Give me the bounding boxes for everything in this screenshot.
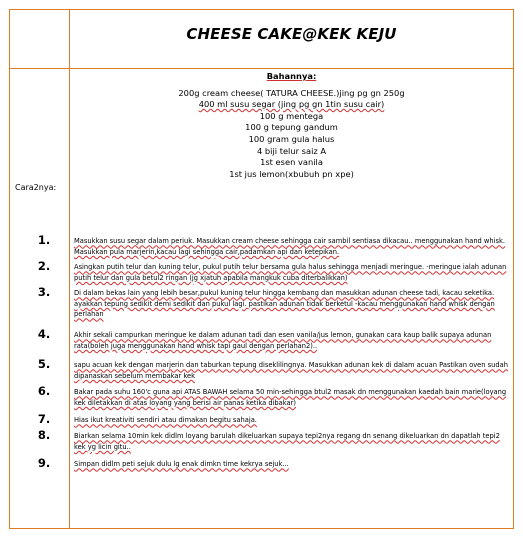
step-text: Hias ikut kreativiti sendiri atau dimakan begitu sahaja. [74,416,257,425]
step-2 [37,259,513,283]
ingredient-item: 100 gram gula halus [248,133,335,144]
ingredients-block [70,69,513,180]
step-number: 1. [37,233,51,248]
step-8 [37,428,513,452]
ingredients-heading: Bahannya: [266,71,317,81]
step-9 [37,456,513,471]
step-number: 3. [37,285,51,300]
step-number: 4. [37,327,51,342]
step-4 [37,327,513,351]
step-number: 9. [37,456,51,471]
step-number: 8. [37,428,51,443]
step-text: Bakar pada suhu 160'c guna api ATAS BAWAH selama 50 min-sehingga btul2 masak dn menggunakan kaedah bain marie(loyang kek diletakkan di atas loyang yang berisi air panas ketika dibakar) [74,388,507,407]
ingredient-item: 1st jus lemon(xbubuh pn xpe) [229,168,354,179]
step-number: 2. [37,259,51,274]
ingredient-item: 200g cream cheese( TATURA CHEESE.)jing pg gn 250g [178,87,405,98]
ingredient-item: 1st esen vanila [260,157,323,168]
step-text: Simpan didlm peti sejuk dulu lg enak dimkn time kekrya sejuk... [74,460,289,469]
step-text: Asingkan putih telur dan kuning telur, pukul putih telur bersama gula halus sehingga menjadi meringue. -meringue ialah adunan putih telur dan gula betul2 ringan (jg xjatuh apabila mangkuk cuba diterbalikkan) [74,263,507,282]
step-6 [37,384,513,408]
step-1 [37,233,513,257]
step-text: Masukkan susu segar dalam periuk. Masukkan cream cheese sehingga cair sambil sentiasa dikacau.. menggunakan hand whisk. Masukkan pula marjerin,kacau lagi sehingga cair,padamkan api dan ketepikan. [74,237,505,256]
content-cell [37,69,514,529]
ingredient-item: 4 biji telur saiz A [256,145,327,156]
step-7 [37,412,513,427]
ingredient-item: 100 g tepung gandum [245,122,338,133]
title-left-cell [10,10,70,69]
step-text: Biarkan selama 10min kek didlm loyang barulah dikeluarkan supaya tepi2nya regang dn senang dikeluarkan dn dapatlah tepi2 kek yg licin gitu.. [74,432,500,451]
step-number: 5. [37,357,51,372]
ingredient-item: 100 g mentega [259,110,324,121]
steps-label: Cara2nya: [15,183,57,192]
step-number: 7. [37,412,51,427]
step-text: sapu acuan kek dengan marjerin dan taburkan tepung diseklilingnya. Masukkan adunan kek di dalam acuan Pastikan oven sudah dipanaskan sebelum membakar kek [74,361,508,380]
recipe-title: CHEESE CAKE@KEK KEJU [70,10,514,69]
step-5 [37,357,513,381]
step-3 [37,285,513,320]
step-text: Akhir sekali campurkan meringue ke dalam adunan tadi dan esen vanila/jus lemon, gunakan cara kaup balik supaya adunan rata(boleh juga menggunakan hand whisk tapi gaul dengan perlahan2).. [74,331,492,350]
recipe-table [9,9,514,529]
step-number: 6. [37,384,51,399]
step-text: Di dalam bekas lain yang lebih besar,pukul kuning telur hingga kembang dan masukkan adunan cheese tadi, kacau seketika. ayakkan tepung sedikit demi sedikit dan pukul lagi. pastikan adunan tidak berketul -kacau menggunakan hand whisk dengan perlahan [74,289,495,319]
ingredient-item: 400 ml susu segar (jing pg gn 1tin susu cair) [198,99,385,110]
